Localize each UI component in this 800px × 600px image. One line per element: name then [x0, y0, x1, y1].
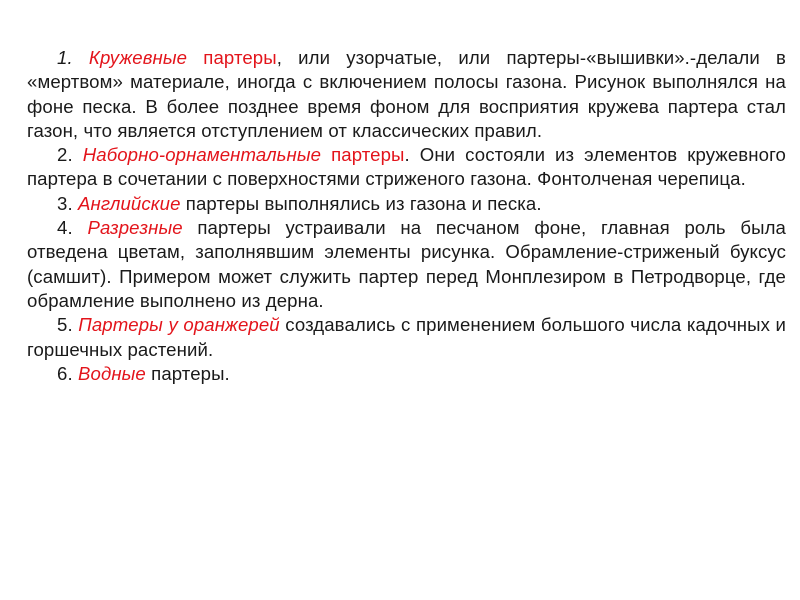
paragraph-6	[27, 362, 786, 386]
paragraph-1-term-rest: партеры	[187, 47, 277, 68]
paragraph-2	[27, 143, 786, 192]
paragraph-1-text: , или узорчатые, или партеры-«вышивки».-делали в «мертвом» материале, иногда с включением полосы газона. Рисунок выполнялся на фоне песка. В более позднее время фоном для восприятия кружева партера стал газон, что является отступлением от классических правил.	[27, 47, 786, 141]
paragraph-2-term-rest: партеры	[321, 144, 405, 166]
paragraph-5	[27, 313, 786, 362]
paragraph-5-text: создавались с применением большого числа кадочных и горшечных растений.	[27, 314, 786, 360]
paragraph-4-text: партеры устраивали на песчаном фоне, главная роль была отведена цветам, заполнявшим элементы рисунка. Обрамление-стриженый буксус (самшит). Примером может служить партер перед Монплезиром в Петродворце, где обрамление выполнено из дерна.	[27, 217, 786, 311]
paragraph-5-term: Партеры у оранжерей	[78, 314, 280, 336]
paragraph-6-term: Водные	[78, 362, 146, 384]
paragraph-3-term: Английские	[78, 192, 181, 214]
paragraph-6-number: 6.	[57, 362, 73, 384]
text-block	[27, 46, 786, 386]
paragraph-3	[27, 192, 786, 216]
paragraph-2-term: Наборно-орнаментальные	[82, 144, 322, 166]
paragraph-2-number: 2.	[57, 144, 73, 166]
paragraph-3-text: партеры выполнялись из газона и песка.	[180, 192, 542, 214]
paragraph-1-term: Кружевные	[88, 47, 188, 68]
paragraph-6-text: партеры.	[145, 362, 230, 384]
paragraph-3-number: 3.	[57, 192, 73, 214]
paragraph-4-number: 4.	[57, 217, 73, 239]
paragraph-1	[27, 46, 786, 143]
paragraph-5-number: 5.	[57, 314, 73, 336]
paragraph-4	[27, 216, 786, 313]
paragraph-2-text: . Они состояли из элементов кружевного партера в сочетании с поверхностями стриженого газона. Фонтолченая черепица.	[27, 144, 786, 190]
paragraph-4-term: Разрезные	[87, 217, 183, 239]
paragraph-1-number: 1.	[57, 47, 73, 68]
